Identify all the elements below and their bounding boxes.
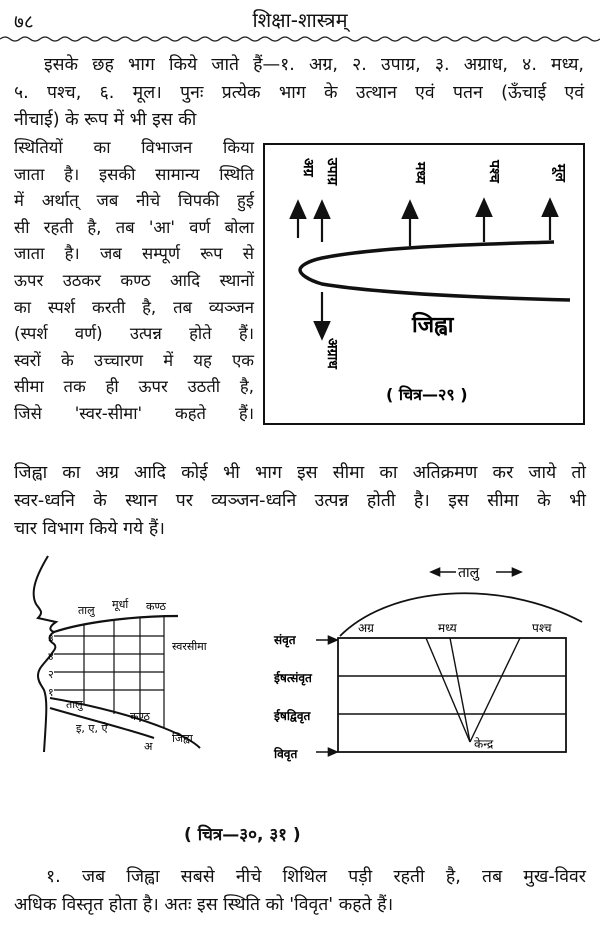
row-num: १ — [48, 686, 54, 699]
label-a: अ — [144, 740, 153, 753]
wrap-column — [14, 135, 254, 428]
wrap-line: स्थितियों का विभाजन किया — [14, 138, 254, 157]
label-kendra: केन्द्र — [474, 737, 494, 751]
figure-29-tongue-parts — [262, 142, 588, 428]
wrap-line: सीमा तक ही ऊपर उठती है, — [14, 377, 254, 397]
figure-30-mouth-diagram — [14, 552, 234, 812]
figure-29-caption: ( चित्र—२९ ) — [386, 385, 468, 404]
row-num: ४ — [48, 650, 54, 663]
footnote-line-2: अधिक विस्तृत होता है। अतः इस स्थिति को 'विवृत' कहते हैं। — [14, 895, 394, 915]
label-jihva: जिह्वा — [412, 313, 454, 338]
label-talu-top: तालु — [78, 604, 95, 617]
label-jihva-small: जिह्वा — [172, 732, 193, 745]
body-line: चार विभाग किये गये हैं। — [14, 519, 165, 539]
label-talu-inner: तालु — [66, 698, 83, 711]
body-line: स्वर-ध्वनि के स्थान पर व्यञ्जन-ध्वनि उत्पन्न होती है। इस सीमा के भी — [14, 491, 586, 511]
tongue-shape — [300, 242, 570, 300]
row-ishadvivrit: ईषद्विवृत — [274, 709, 311, 723]
wrap-line: स्वरों के उच्चारण में यह एक — [14, 350, 254, 370]
label-agra: अग्र — [300, 158, 316, 177]
page-number: ७८ — [14, 11, 34, 33]
label-madhya-col: मध्य — [438, 621, 457, 635]
label-madhya: मध्य — [412, 162, 428, 184]
label-vowels: इ, ए, ऐ — [76, 722, 108, 735]
row-sanvrit: संवृत — [274, 633, 296, 647]
row-vivrit: विवृत — [274, 747, 298, 761]
intro-line-2: ५. पश्च, ६. मूल। पुनः प्रत्येक भाग के उत्थान एवं पतन (ऊँचाई एवं — [14, 83, 584, 103]
wrap-line: (स्पर्श वर्ण) उत्पन्न होते हैं। — [14, 324, 254, 344]
label-agradh: अग्राध — [324, 338, 340, 369]
label-kantha-inner: कण्ठ — [130, 710, 150, 723]
row-num: ३ — [48, 632, 54, 645]
palate-curve — [54, 616, 178, 632]
label-swarsima: स्वरसीमा — [172, 640, 207, 653]
quadrilateral — [338, 638, 566, 752]
label-murdha: मूर्धा — [112, 598, 129, 611]
figure-frame — [264, 144, 584, 424]
wrap-line: जिसे 'स्वर-सीमा' कहते हैं। — [14, 403, 254, 423]
label-upagra: उपाग्र — [324, 158, 340, 186]
intro-line-3: नीचाई) के रूप में भी इस की — [14, 110, 197, 130]
body-line: जिह्वा का अग्र आदि कोई भी भाग इस सीमा का अतिक्रमण कर जाये तो — [14, 463, 586, 483]
wrap-line: जाता है। इसकी सामान्य स्थिति — [14, 164, 254, 184]
wrap-line: सी रहती है, तब 'आ' वर्ण बोला — [14, 217, 254, 237]
header-rule — [0, 34, 600, 44]
label-agra-col: अग्र — [358, 621, 374, 635]
figure-31-vowel-chart — [270, 556, 586, 780]
wrap-line: जाता है। जब सम्पूर्ण रूप से — [14, 244, 254, 264]
footnote-line-1: १. जब जिह्वा सबसे नीचे शिथिल पड़ी रहती है, तब मुख-विवर — [46, 867, 586, 887]
label-mool: मूल — [552, 164, 568, 182]
wrap-line: का स्पर्श करती है, तब व्यञ्जन — [14, 297, 254, 317]
running-title: शिक्षा-शास्त्रम् — [252, 8, 348, 32]
wrap-line: में अर्थात् जब नीचे चिपकी हुई — [14, 191, 254, 211]
wrap-line: ऊपर उठकर कण्ठ आदि स्थानों — [14, 270, 254, 290]
row-ishatsanvrit: ईषत्संवृत — [274, 671, 312, 685]
intro-line-1: इसके छह भाग किये जाते हैं—१. अग्र, २. उपाग्र, ३. अग्राध, ४. मध्य, — [44, 55, 584, 75]
label-pashcha: पश्च — [486, 160, 502, 183]
figure-30-31-caption: ( चित्र—३०, ३१ ) — [184, 825, 301, 845]
label-talu-arc: तालु — [458, 565, 480, 581]
label-kantha-top: कण्ठ — [146, 600, 166, 613]
label-pashcha-col: पश्च — [532, 621, 552, 635]
row-num: २ — [48, 668, 54, 681]
